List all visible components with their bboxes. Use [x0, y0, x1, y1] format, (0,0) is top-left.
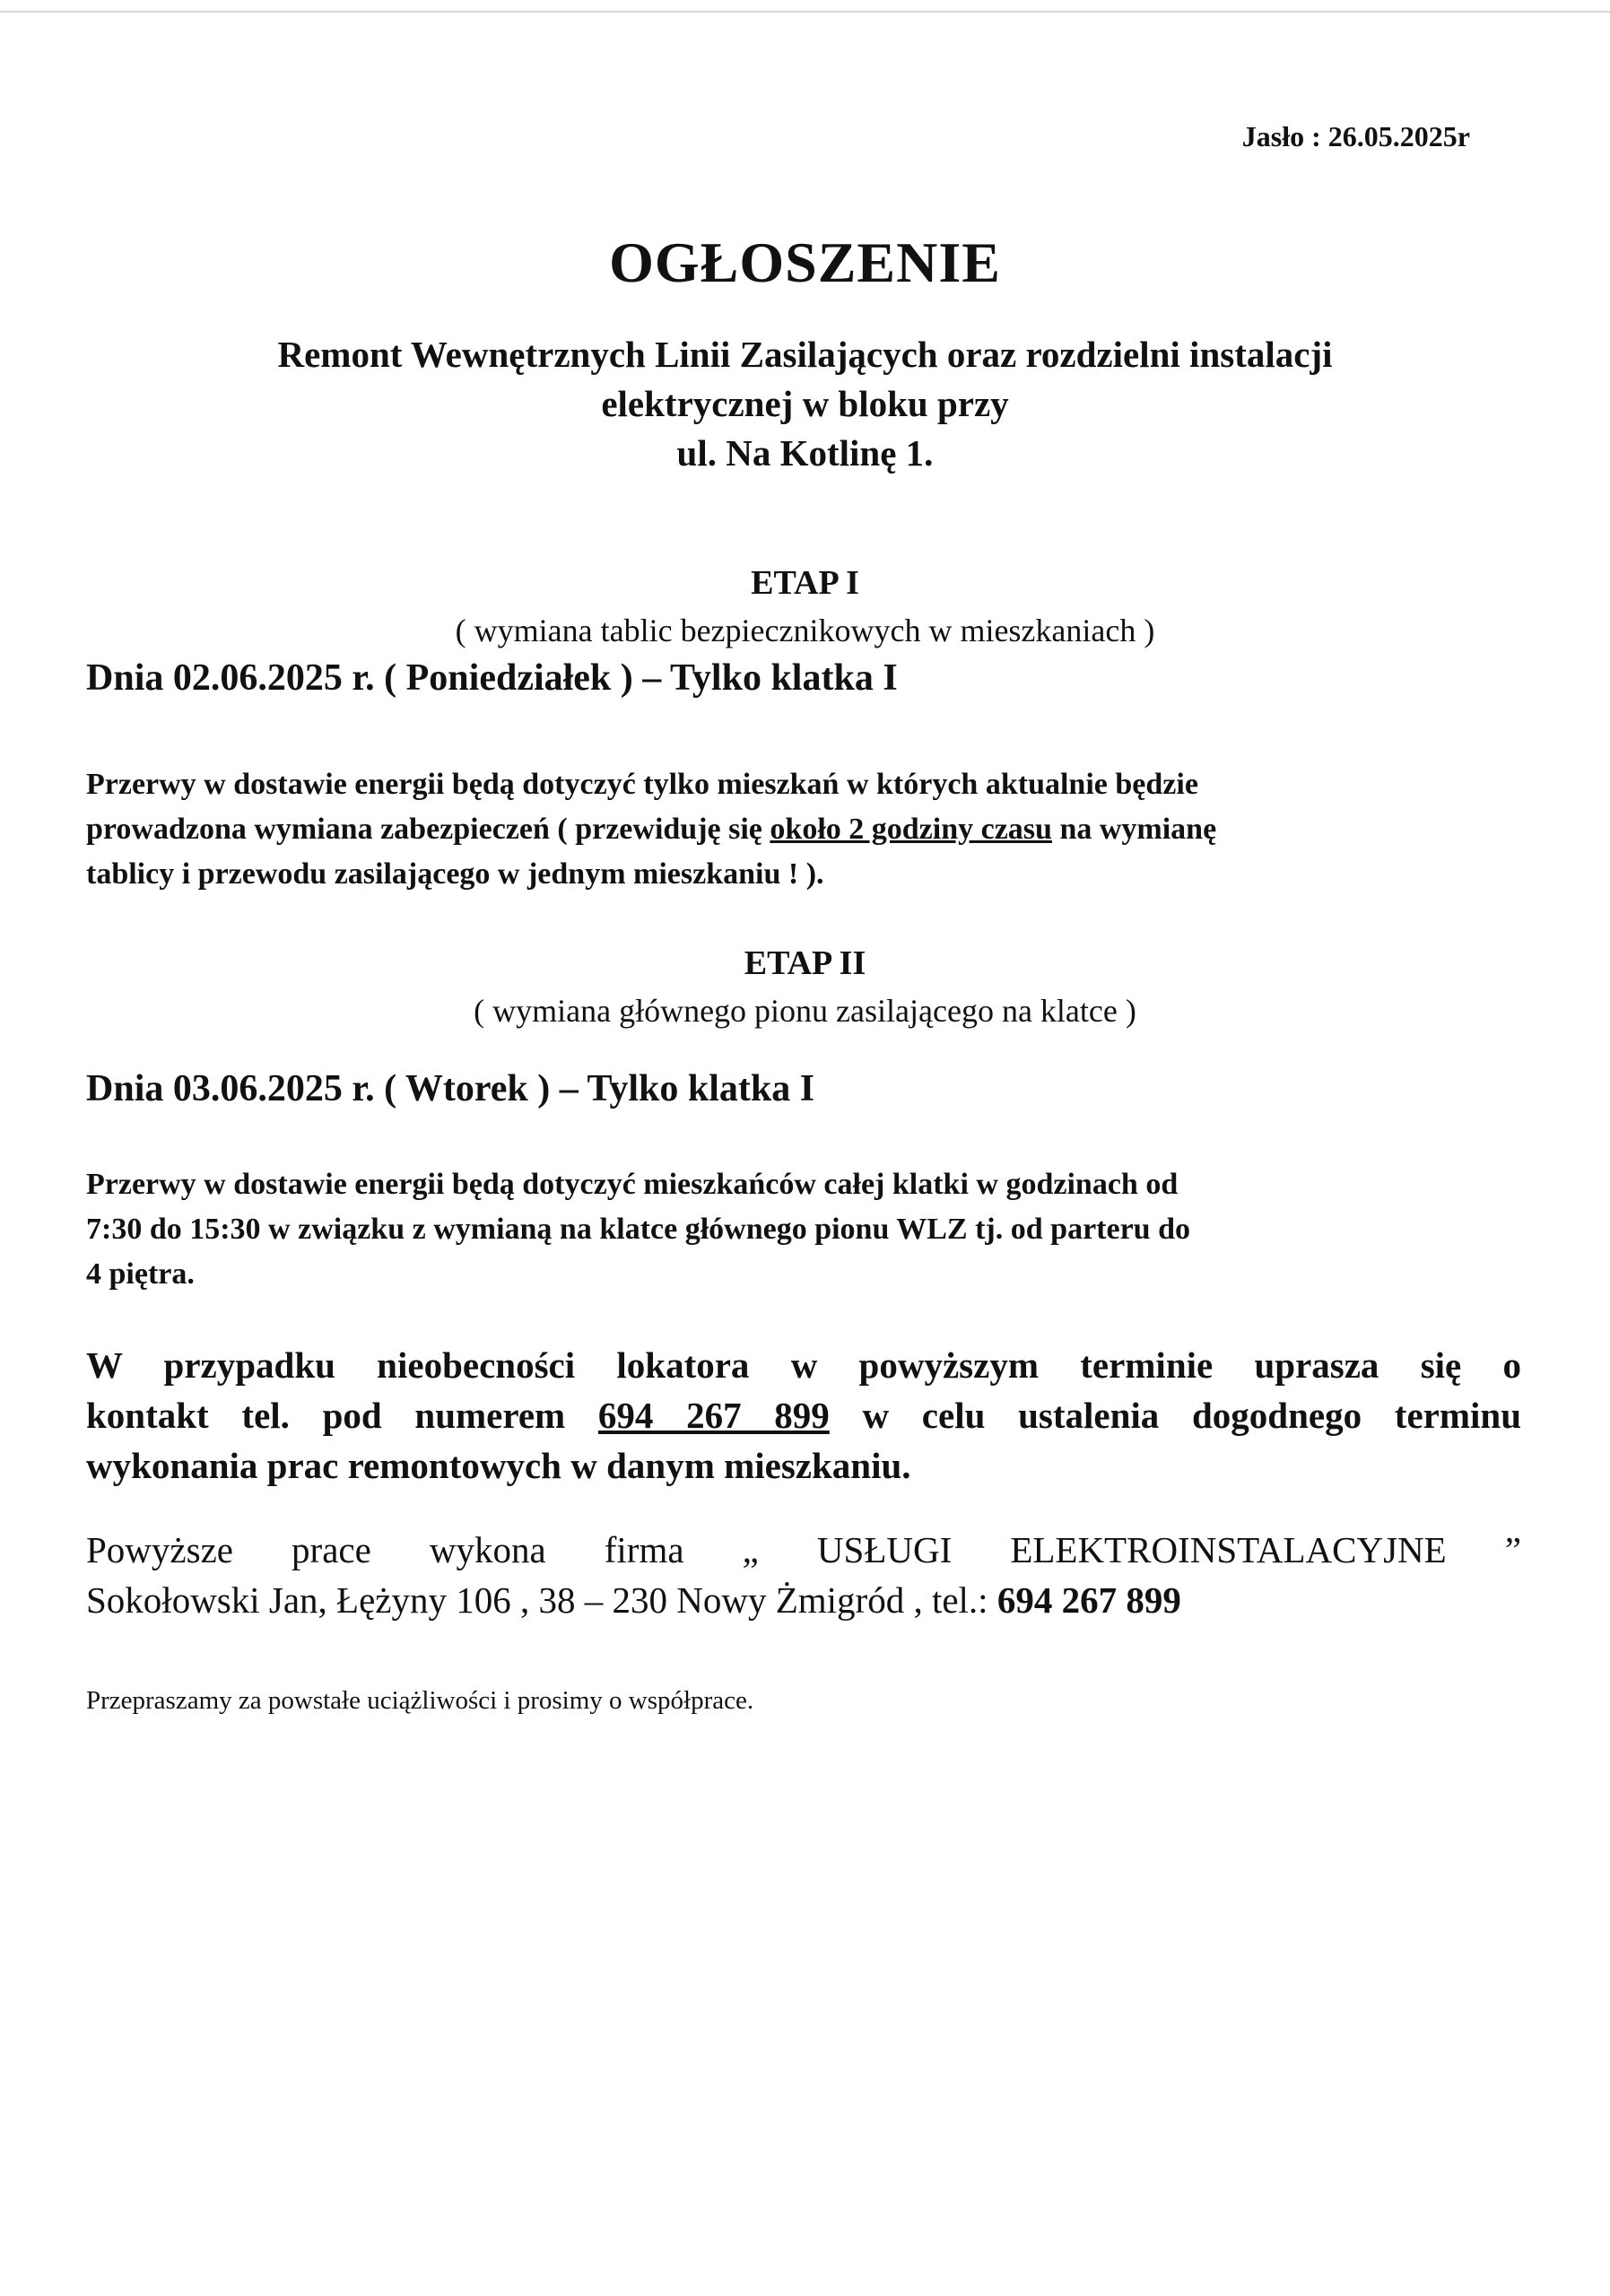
contact-paragraph [86, 1340, 1521, 1491]
scan-border-line [0, 11, 1610, 13]
duration-highlight: około 2 godziny czasu [770, 813, 1052, 846]
paragraph-line: 7:30 do 15:30 w związku z wymianą na klatce głównego pionu WLZ tj. od parteru do [86, 1213, 1190, 1246]
subject-line: ul. Na Kotlinę 1. [676, 432, 934, 474]
stage-1-label: ETAP I [751, 564, 859, 602]
paragraph-line: W przypadku nieobecności lokatora w powyższym terminie uprasza się o [86, 1344, 1521, 1386]
subject-line: elektrycznej w bloku przy [601, 383, 1009, 424]
place-date: Jasło : 26.05.2025r [1241, 120, 1470, 152]
paragraph-line: wykonania prac remontowych w danym mieszkaniu. [86, 1445, 911, 1486]
company-phone: 694 267 899 [996, 1579, 1181, 1621]
company-paragraph [86, 1525, 1521, 1625]
subject-line: Remont Wewnętrznych Linii Zasilających oraz rozdzielni instalacji [277, 334, 1333, 375]
apology-note: Przepraszamy za powstałe uciążliwości i prosimy o współprace. [86, 1686, 754, 1715]
paragraph-line: tablicy i przewodu zasilającego w jednym mieszkaniu ! ). [86, 857, 824, 891]
subject-heading [0, 330, 1610, 478]
stage-1-date: Dnia 02.06.2025 r. ( Poniedziałek ) – Tylko klatka I [86, 657, 898, 699]
stage-2-description: ( wymiana głównego pionu zasilającego na klatce ) [474, 993, 1136, 1029]
paragraph-line: 4 piętra. [86, 1257, 195, 1291]
stage-1-description: ( wymiana tablic bezpiecznikowych w mieszkaniach ) [455, 613, 1155, 648]
paragraph-line: Sokołowski Jan, Łężyny 106 , 38 – 230 Nowy Żmigród , tel.: 694 267 899 [86, 1579, 1181, 1621]
paragraph-line: Przerwy w dostawie energii będą dotyczyć tylko mieszkań w których aktualnie będzie [86, 768, 1198, 801]
stage-1-paragraph [86, 762, 1521, 897]
paragraph-line: Powyższe prace wykona firma „ USŁUGI ELEKTROINSTALACYJNE ” [86, 1529, 1521, 1570]
paragraph-line: kontakt tel. pod numerem 694 267 899 w celu ustalenia dogodnego terminu [86, 1395, 1521, 1436]
stage-2-label: ETAP II [744, 944, 866, 982]
paragraph-line: prowadzona wymiana zabezpieczeń ( przewiduję się około 2 godziny czasu na wymianę [86, 813, 1217, 846]
stage-2-date: Dnia 03.06.2025 r. ( Wtorek ) – Tylko klatka I [86, 1068, 815, 1109]
contact-phone: 694 267 899 [597, 1395, 830, 1436]
paragraph-line: Przerwy w dostawie energii będą dotyczyć mieszkańców całej klatki w godzinach od [86, 1168, 1179, 1201]
page-title: OGŁOSZENIE [609, 230, 1001, 294]
stage-2-paragraph [86, 1162, 1521, 1297]
